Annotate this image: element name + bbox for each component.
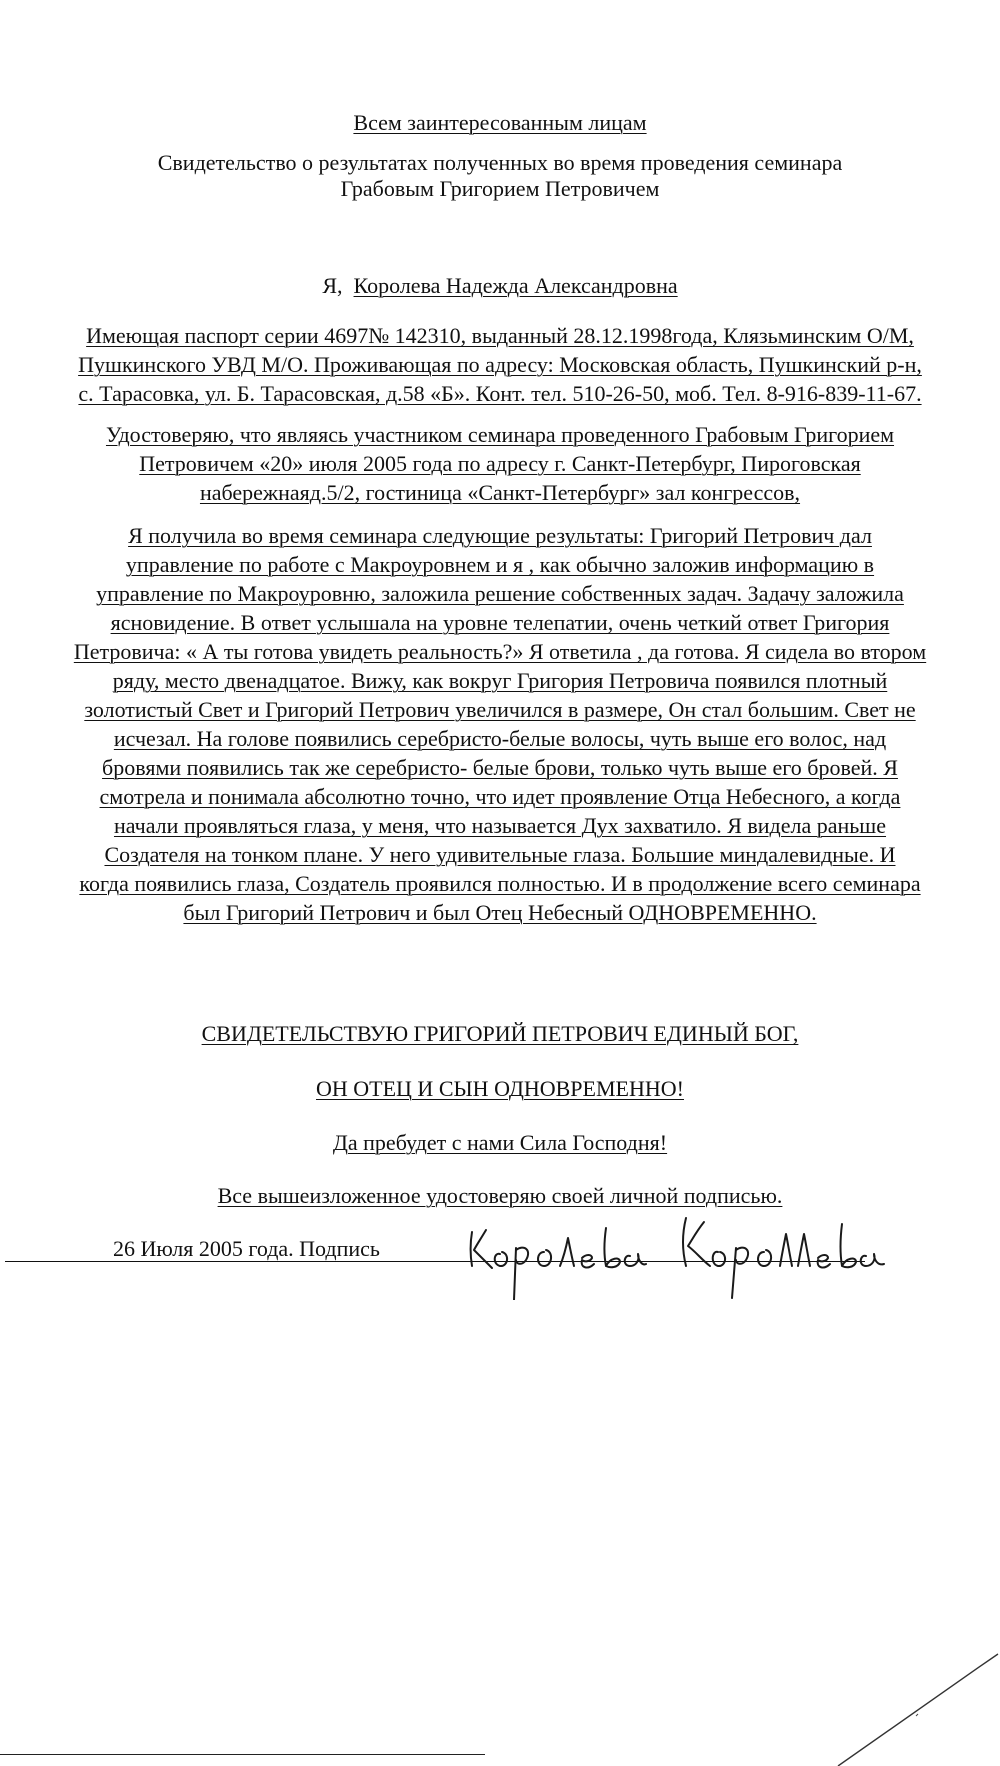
results-line: Создателя на тонком плане. У него удивительные глаза. Большие миндалевидные. И <box>104 842 896 867</box>
results-line: ряду, место двенадцатое. Вижу, как вокруг Григория Петровича появился плотный <box>112 668 888 693</box>
declarant-name: Королева Надежда Александровна <box>353 273 678 298</box>
declarant-prefix: Я, <box>322 273 343 298</box>
results-line: золотистый Свет и Григорий Петрович увеличился в размере, Он стал большим. Свет не <box>84 697 916 722</box>
corner-fold-line <box>820 1650 1000 1766</box>
results-line: был Григорий Петрович и был Отец Небесный ОДНОВРЕМЕННО. <box>183 900 817 925</box>
attestation-line: Все вышеизложенное удостоверяю своей личной подписью. <box>217 1183 783 1208</box>
results-line: Я получила во время семинара следующие результаты: Григорий Петрович дал <box>128 523 872 548</box>
bottom-scan-line <box>0 1754 485 1755</box>
certify-line: Петровичем «20» июля 2005 года по адресу г. Санкт-Петербург, Пироговская <box>139 451 861 476</box>
results-line: смотрела и понимала абсолютно точно, что идет проявление Отца Небесного, а когда <box>99 784 901 809</box>
title-line-1: Свидетельство о результатах полученных во время проведения семинара <box>157 150 843 175</box>
certify-paragraph <box>0 420 1000 507</box>
certify-line: Удостоверяю, что являясь участником семинара проведенного Грабовым Григорием <box>105 422 895 447</box>
passport-line: Имеющая паспорт серии 4697№ 142310, выданный 28.12.1998года, Клязьминским О/М, <box>86 323 914 348</box>
passport-line: с. Тарасовка, ул. Б. Тарасовская, д.58 «Б». Конт. тел. 510-26-50, моб. Тел. 8-916-839-11-67. <box>78 381 922 406</box>
date-signature-label: 26 Июля 2005 года. Подпись <box>113 1236 380 1261</box>
results-line: управление по Макроуровню, заложила решение собственных задач. Задачу заложила <box>96 581 904 606</box>
testimony-line-1: СВИДЕТЕЛЬСТВУЮ ГРИГОРИЙ ПЕТРОВИЧ ЕДИНЫЙ БОГ, <box>201 1021 799 1046</box>
results-paragraph <box>0 521 1000 927</box>
certify-line: набережнаяд.5/2, гостиница «Санкт-Петербург» зал конгрессов, <box>199 480 801 505</box>
results-line: управление по работе с Макроуровнем и я , как обычно заложив информацию в <box>125 552 875 577</box>
handwritten-signature <box>460 1210 890 1300</box>
results-line: ясновидение. В ответ услышала на уровне телепатии, очень четкий ответ Григория <box>110 610 890 635</box>
results-line: Петровича: « А ты готова увидеть реальность?» Я ответила , да готова. Я сидела во втором <box>73 639 927 664</box>
results-line: когда появились глаза, Создатель проявился полностью. И в продолжение всего семинара <box>79 871 921 896</box>
testimony-line-2: ОН ОТЕЦ И СЫН ОДНОВРЕМЕННО! <box>316 1076 684 1101</box>
blessing-line: Да пребудет с нами Сила Господня! <box>332 1130 668 1155</box>
addressee: Всем заинтересованным лицам <box>353 110 647 135</box>
results-line: исчезал. На голове появились серебристо-белые волосы, чуть выше его волос, над <box>113 726 887 751</box>
results-line: начали проявляться глаза, у меня, что называется Дух захватило. Я видела раньше <box>113 813 887 838</box>
passport-line: Пушкинского УВД М/О. Проживающая по адресу: Московская область, Пушкинский р-н, <box>78 352 922 377</box>
results-line: бровями появились так же серебристо- белые брови, только чуть выше его бровей. Я <box>102 755 898 780</box>
title-line-2: Грабовым Григорием Петровичем <box>340 176 660 201</box>
passport-paragraph <box>0 321 1000 408</box>
declarant-line <box>0 271 1000 300</box>
